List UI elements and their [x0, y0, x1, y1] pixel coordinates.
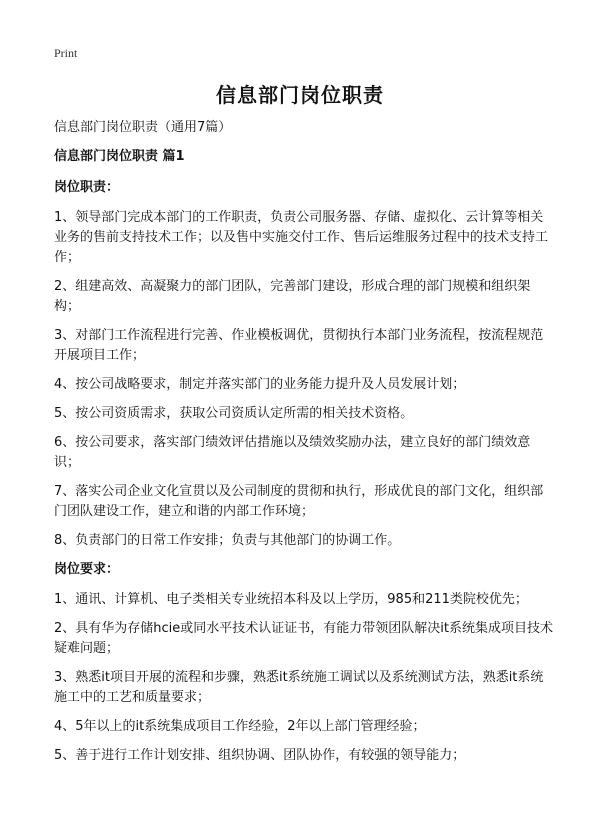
duty-item: 2、组建高效、高凝聚力的部门团队，完善部门建设，形成合理的部门规模和组织架构； [54, 279, 531, 314]
duty-item: 8、负责部门的日常工作安排；负责与其他部门的协调工作。 [54, 533, 401, 548]
requirement-item: 5、善于进行工作计划安排、组织协调、团队协作，有较强的领导能力； [54, 748, 466, 763]
requirement-item: 4、5年以上的it系统集成项目工作经验，2年以上部门管理经验； [54, 719, 426, 734]
duty-item: 6、按公司要求，落实部门绩效评估措施以及绩效奖励办法，建立良好的部门绩效意识； [54, 435, 531, 470]
duties-heading: 岗位职责： [54, 180, 120, 195]
requirements-heading: 岗位要求： [54, 562, 120, 577]
duty-item: 3、对部门工作流程进行完善、作业模板调优，贯彻执行本部门业务流程，按流程规范开展项目工作； [54, 328, 544, 363]
document-subtitle: 信息部门岗位职责（通用7篇） [54, 120, 232, 135]
duty-item: 5、按公司资质需求，获取公司资质认定所需的相关技术资格。 [54, 406, 414, 421]
document-body [54, 118, 554, 775]
requirement-item: 3、熟悉it项目开展的流程和步骤，熟悉it系统施工调试以及系统测试方法，熟悉it系统施工中的工艺和质量要求； [54, 670, 544, 705]
print-label: Print [54, 46, 78, 60]
duty-item: 4、按公司战略要求，制定并落实部门的业务能力提升及人员发展计划； [54, 377, 466, 392]
duty-item: 7、落实公司企业文化宣贯以及公司制度的贯彻和执行，形成优良的部门文化，组织部门团队建设工作，建立和谐的内部工作环境； [54, 484, 544, 519]
requirement-item: 1、通讯、计算机、电子类相关专业统招本科及以上学历，985和211类院校优先； [54, 592, 528, 607]
document-title: 信息部门岗位职责 [216, 83, 384, 107]
requirement-item: 2、具有华为存储hcie或同水平技术认证证书，有能力带领团队解决it系统集成项目技术疑难问题； [54, 621, 553, 656]
section-heading: 信息部门岗位职责 篇1 [54, 149, 185, 164]
duty-item: 1、领导部门完成本部门的工作职责，负责公司服务器、存储、虚拟化、云计算等相关业务的售前支持技术工作；以及售中实施交付工作、售后运维服务过程中的技术支持工作； [54, 210, 549, 265]
